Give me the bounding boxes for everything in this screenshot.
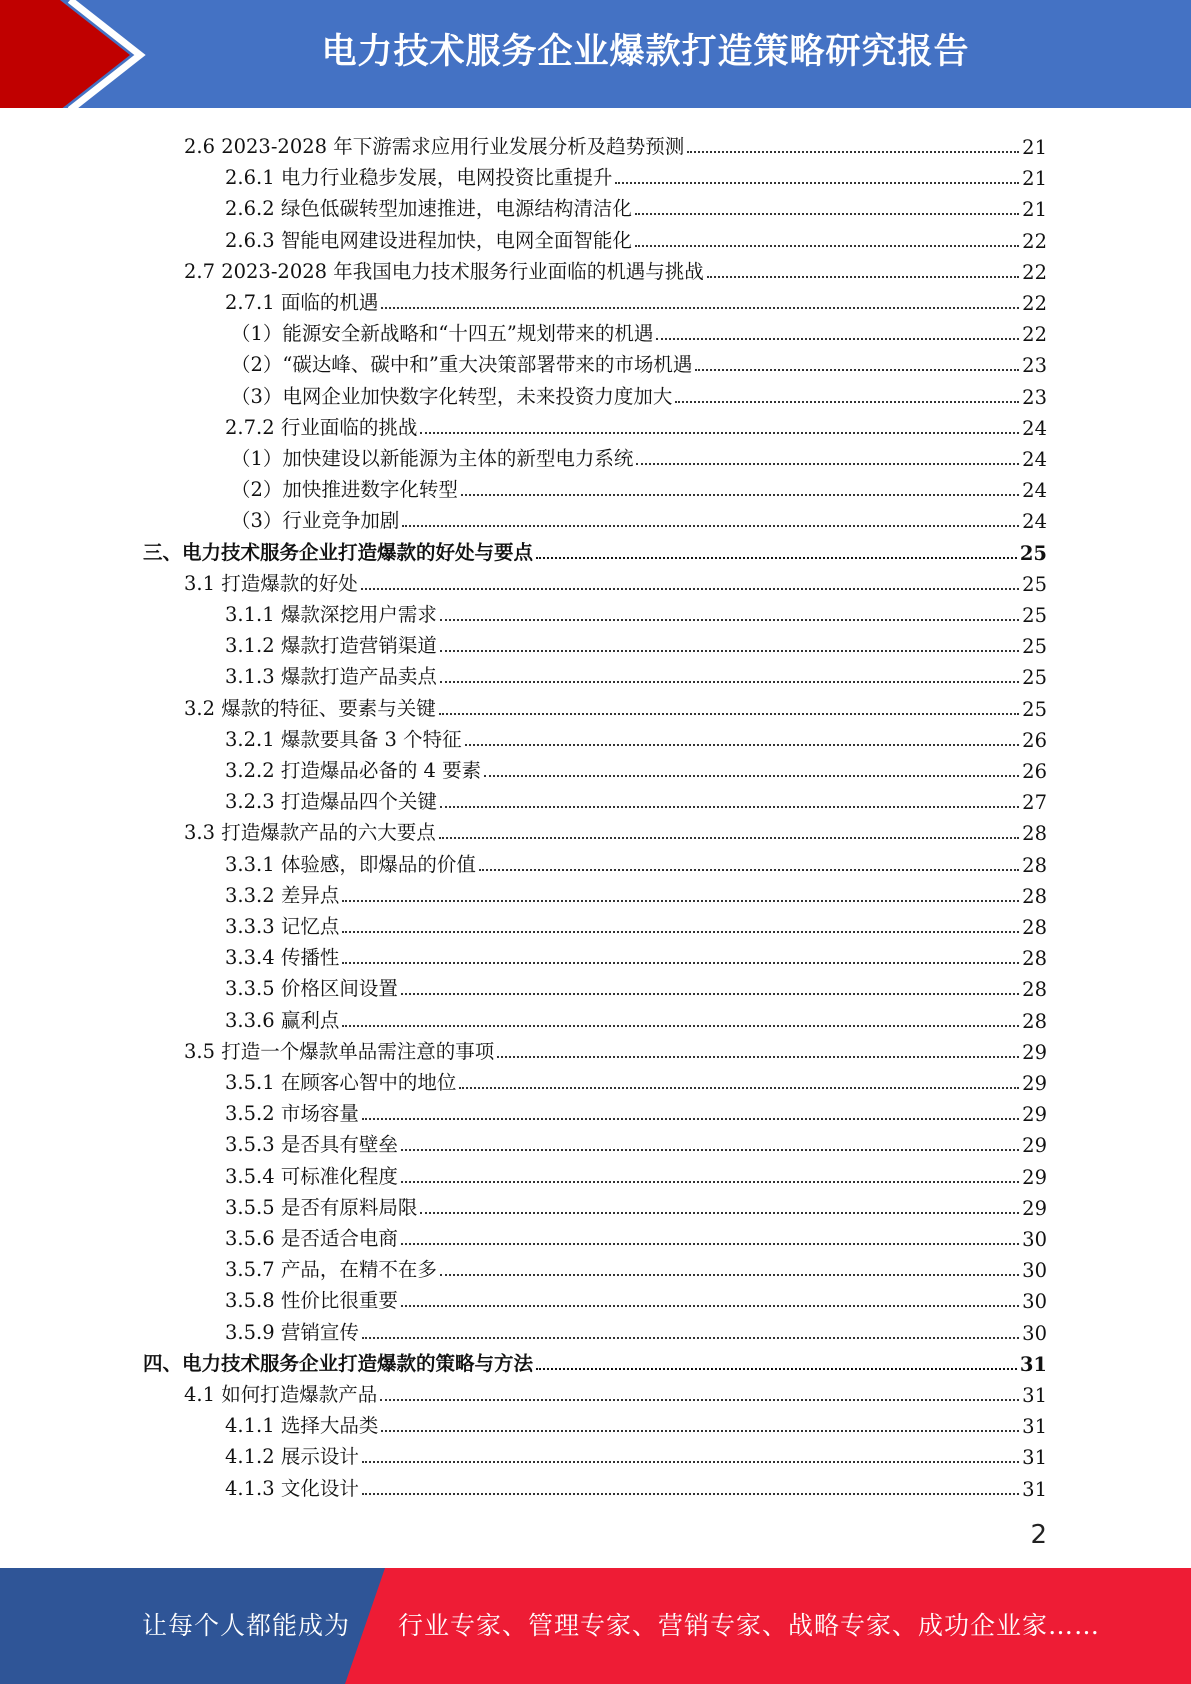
toc-entry-title: （3）行业竞争加剧 [231,509,400,533]
toc-entry[interactable] [225,846,1047,877]
toc-dot-leader [401,1243,1019,1245]
toc-entry-page: 25 [1022,666,1047,690]
toc-entry-page: 29 [1022,1103,1047,1127]
toc-entry-title: 3.5 打造一个爆款单品需注意的事项 [184,1039,495,1063]
toc-entry[interactable] [225,1002,1047,1033]
toc-entry-page: 29 [1022,1134,1047,1158]
toc-entry-title: 3.1.3 爆款打造产品卖点 [225,665,437,689]
toc-entry[interactable] [184,814,1047,845]
toc-entry-page: 21 [1022,198,1047,222]
toc-dot-leader [401,1149,1019,1151]
toc-entry[interactable] [184,253,1047,284]
toc-dot-leader [465,744,1020,746]
toc-entry[interactable] [225,721,1047,752]
toc-entry[interactable] [184,565,1047,596]
toc-dot-leader [342,962,1019,964]
report-title: 电力技术服务企业爆款打造策略研究报告 [321,32,970,72]
toc-dot-leader [362,1337,1019,1339]
toc-entry[interactable] [225,1126,1047,1157]
toc-entry[interactable] [225,596,1047,627]
toc-entry[interactable] [184,128,1047,159]
toc-entry-page: 25 [1019,541,1047,565]
toc-entry[interactable] [143,534,1047,565]
toc-dot-leader [497,1056,1019,1058]
toc-entry-page: 21 [1022,167,1047,191]
toc-entry-page: 31 [1022,1415,1047,1439]
toc-entry-title: 3.5.9 营销宣传 [225,1320,359,1344]
toc-entry-page: 28 [1022,947,1047,971]
toc-entry-page: 29 [1022,1072,1047,1095]
toc-entry-title: 3.3.6 赢利点 [225,1008,340,1032]
toc-dot-leader [635,245,1019,247]
toc-entry[interactable] [231,440,1047,471]
toc-entry[interactable] [231,471,1047,502]
toc-dot-leader [536,1368,1017,1370]
toc-entry[interactable] [225,1220,1047,1251]
toc-entry-page: 25 [1022,572,1047,596]
toc-entry-page: 27 [1022,791,1047,815]
toc-entry-title: 3.5.2 市场容量 [225,1102,359,1126]
toc-entry-title: （1）加快建设以新能源为主体的新型电力系统 [231,447,634,470]
toc-entry-page: 24 [1022,479,1047,503]
toc-entry-title: 2.6.3 智能电网建设进程加快，电网全面智能化 [225,228,632,252]
toc-dot-leader [461,494,1019,496]
toc-entry-title: 2.6 2023-2028 年下游需求应用行业发展分析及趋势预测 [184,135,685,158]
toc-entry-title: 3.2.3 打造爆品四个关键 [225,790,437,814]
toc-entry-title: 3.5.8 性价比很重要 [225,1289,398,1313]
toc-dot-leader [695,369,1019,371]
toc-entry[interactable] [225,1282,1047,1313]
toc-dot-leader [439,713,1019,715]
toc-entry-page: 25 [1022,604,1047,627]
toc-entry-page: 30 [1022,1321,1047,1345]
toc-entry-page: 26 [1022,760,1047,783]
toc-entry-page: 31 [1022,1384,1047,1407]
toc-entry[interactable] [225,908,1047,939]
toc-entry-title: 3.5.4 可标准化程度 [225,1164,398,1188]
toc-entry-title: 3.5.7 产品，在精不在多 [225,1258,437,1282]
toc-entry-title: 3.3.3 记忆点 [225,915,340,938]
toc-dot-leader [615,182,1019,184]
toc-entry[interactable] [225,1314,1047,1345]
toc-entry-title: 4.1.2 展示设计 [225,1445,359,1469]
toc-entry[interactable] [225,970,1047,1001]
toc-entry-title: 3.1.2 爆款打造营销渠道 [225,634,437,658]
page-header [0,0,1191,110]
toc-entry-title: （1）能源安全新战略和“十四五”规划带来的机遇 [231,322,654,346]
toc-entry[interactable] [231,378,1047,409]
toc-entry-title: 3.3.5 价格区间设置 [225,977,398,1001]
toc-entry-page: 28 [1022,1009,1047,1033]
toc-entry[interactable] [231,346,1047,377]
toc-dot-leader [536,557,1017,559]
toc-entry-page: 22 [1022,260,1047,284]
toc-entry-title: 2.7.2 行业面临的挑战 [225,415,418,439]
toc-dot-leader [420,1212,1019,1214]
toc-entry-page: 28 [1022,853,1047,877]
toc-entry[interactable] [225,1064,1047,1095]
toc-entry-title: 3.5.5 是否有原料局限 [225,1195,418,1219]
toc-entry-title: 三、电力技术服务企业打造爆款的好处与要点 [143,540,534,564]
toc-entry[interactable] [225,1189,1047,1220]
toc-dot-leader [380,1399,1019,1401]
toc-entry[interactable] [225,222,1047,253]
toc-dot-leader [401,1181,1019,1183]
toc-dot-leader [656,338,1019,340]
toc-entry[interactable] [225,1158,1047,1189]
toc-entry-page: 23 [1022,354,1047,378]
toc-entry-title: 2.7.1 面临的机遇 [225,291,379,314]
toc-entry-page: 24 [1022,416,1047,440]
toc-entry[interactable] [231,502,1047,533]
toc-entry[interactable] [225,1251,1047,1282]
toc-entry-title: 3.1.1 爆款深挖用户需求 [225,603,437,626]
toc-entry-page: 28 [1022,884,1047,908]
header-divider [0,108,1191,110]
toc-entry[interactable] [143,1345,1047,1376]
toc-entry-page: 26 [1022,728,1047,752]
toc-entry-title: 2.6.2 绿色低碳转型加速推进，电源结构清洁化 [225,197,632,221]
toc-dot-leader [479,869,1019,871]
toc-entry[interactable] [225,1438,1047,1469]
toc-entry-page: 31 [1019,1352,1047,1376]
toc-entry-title: 3.3.2 差异点 [225,883,340,907]
toc-entry-title: （3）电网企业加快数字化转型，未来投资力度加大 [231,384,673,408]
toc-entry[interactable] [225,1407,1047,1438]
toc-entry[interactable] [225,939,1047,970]
toc-entry-title: 4.1.3 文化设计 [225,1476,359,1500]
toc-entry[interactable] [184,690,1047,721]
toc-entry-title: 3.2 爆款的特征、要素与关键 [184,696,436,720]
toc-dot-leader [362,1493,1019,1495]
toc-entry[interactable] [225,752,1047,783]
footer-slogan-left: 让每个人都能成为 [142,1611,351,1640]
toc-entry-page: 22 [1022,323,1047,347]
toc-dot-leader [381,307,1019,309]
toc-entry-page: 30 [1022,1290,1047,1314]
toc-dot-leader [342,931,1019,933]
toc-entry-title: 3.5.1 在顾客心智中的地位 [225,1071,457,1094]
toc-entry-title: 3.5.6 是否适合电商 [225,1227,398,1250]
toc-dot-leader [440,806,1019,808]
toc-entry-page: 24 [1022,510,1047,534]
toc-entry-title: （2）“碳达峰、碳中和”重大决策部署带来的市场机遇 [231,353,693,377]
toc-entry-page: 22 [1022,229,1047,253]
toc-dot-leader [381,1430,1019,1432]
toc-entry-page: 21 [1022,136,1047,159]
toc-dot-leader [362,1118,1019,1120]
toc-entry[interactable] [225,658,1047,689]
toc-entry-title: 2.7 2023-2028 年我国电力技术服务行业面临的机遇与挑战 [184,259,704,283]
toc-dot-leader [636,463,1019,465]
toc-entry-title: 四、电力技术服务企业打造爆款的策略与方法 [143,1351,534,1375]
toc-dot-leader [439,837,1019,839]
toc-entry-page: 23 [1022,385,1047,409]
toc-entry-title: 4.1 如何打造爆款产品 [184,1383,378,1406]
toc-dot-leader [707,276,1019,278]
toc-entry-title: 3.3.1 体验感，即爆品的价值 [225,852,476,876]
toc-entry-page: 28 [1022,978,1047,1002]
toc-dot-leader [484,775,1019,777]
toc-entry-page: 29 [1022,1040,1047,1064]
toc-entry-page: 28 [1022,822,1047,846]
toc-entry-page: 31 [1022,1477,1047,1501]
toc-dot-leader [401,1305,1019,1307]
toc-dot-leader [440,1274,1019,1276]
toc-entry[interactable] [225,284,1047,315]
toc-dot-leader [440,650,1019,652]
toc-dot-leader [362,1461,1019,1463]
page-number: 2 [1030,1520,1047,1550]
toc-entry-page: 31 [1022,1446,1047,1470]
toc-entry[interactable] [184,1376,1047,1407]
toc-dot-leader [687,151,1019,153]
toc-entry-title: 2.6.1 电力行业稳步发展，电网投资比重提升 [225,166,613,190]
toc-entry-title: 4.1.1 选择大品类 [225,1414,379,1438]
toc-entry-title: 3.1 打造爆款的好处 [184,571,358,595]
toc-entry-title: 3.3 打造爆款产品的六大要点 [184,821,436,845]
toc-entry-page: 25 [1022,697,1047,721]
toc-entry[interactable] [225,190,1047,221]
toc-entry[interactable] [225,1095,1047,1126]
toc-entry[interactable] [225,159,1047,190]
toc-dot-leader [401,993,1019,995]
toc-entry-title: 3.2.1 爆款要具备 3 个特征 [225,727,462,751]
toc-entry-title: 3.2.2 打造爆品必备的 4 要素 [225,759,482,782]
toc-dot-leader [402,525,1019,527]
header-red-chevron-icon [0,0,150,110]
page-footer [0,1568,1191,1684]
toc-entry-title: （2）加快推进数字化转型 [231,478,458,502]
footer-slogan-right: 行业专家、管理专家、营销专家、战略专家、成功企业家…… [398,1611,1101,1640]
toc-entry-title: 3.3.4 传播性 [225,946,340,970]
toc-entry-page: 28 [1022,916,1047,939]
toc-dot-leader [459,1087,1019,1089]
toc-entry-page: 25 [1022,635,1047,659]
toc-entry[interactable] [225,409,1047,440]
toc-dot-leader [675,401,1019,403]
toc-dot-leader [342,1025,1019,1027]
toc-entry-page: 30 [1022,1259,1047,1283]
toc-dot-leader [440,619,1019,621]
toc-dot-leader [420,432,1019,434]
toc-dot-leader [342,900,1019,902]
toc-entry[interactable] [225,783,1047,814]
toc-entry-page: 29 [1022,1165,1047,1189]
toc-entry[interactable] [225,877,1047,908]
toc-entry-page: 29 [1022,1196,1047,1220]
toc-entry-title: 3.5.3 是否具有壁垒 [225,1133,398,1157]
toc-dot-leader [440,681,1019,683]
toc-dot-leader [361,588,1019,590]
toc-entry-page: 22 [1022,292,1047,315]
toc-dot-leader [635,213,1019,215]
toc-entry-page: 30 [1022,1228,1047,1251]
toc-entry[interactable] [225,627,1047,658]
toc-entry[interactable] [225,1470,1047,1501]
toc-entry[interactable] [231,315,1047,346]
toc-entry[interactable] [184,1033,1047,1064]
toc-entry-page: 24 [1022,448,1047,471]
